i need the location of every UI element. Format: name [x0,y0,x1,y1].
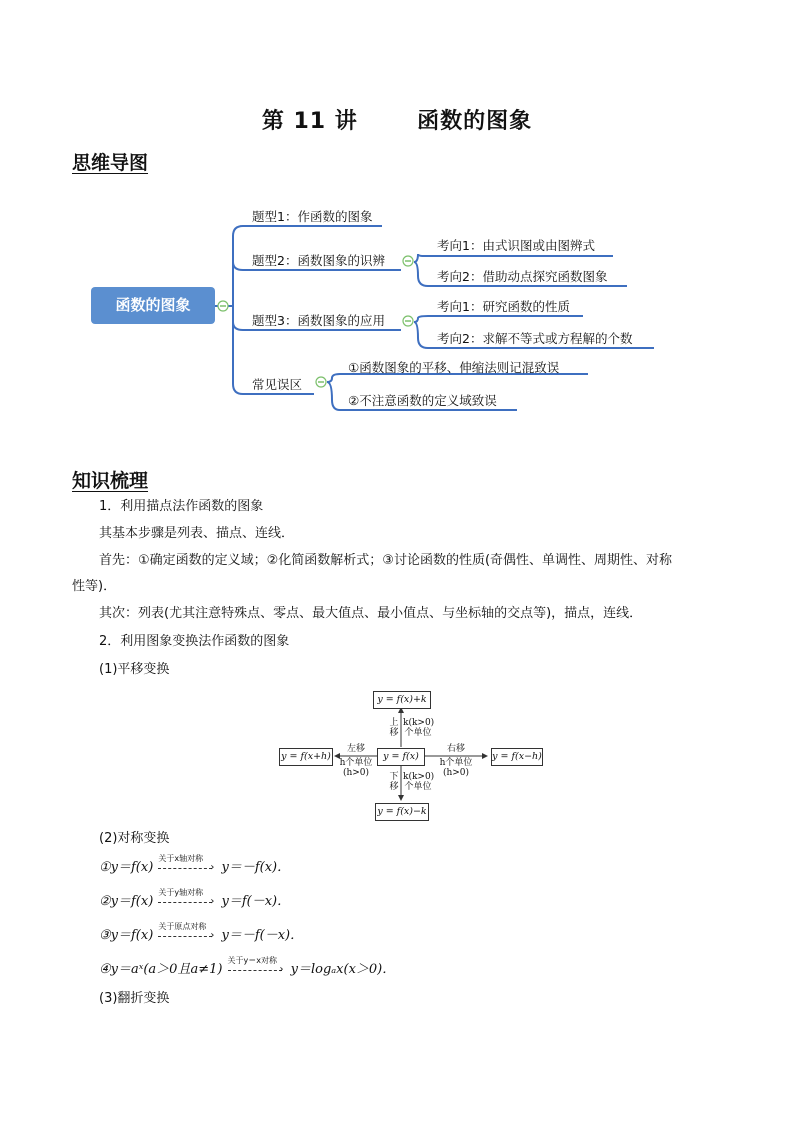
subheading-symmetry: (2)对称变换 [99,831,170,846]
label-left-c: (h>0) [342,768,370,778]
mindmap-branch-2[interactable]: 题型2：函数图象的识辨 [252,253,385,268]
mindmap-branch-3[interactable]: 题型3：函数图象的应用 [252,313,385,328]
symmetry-4-arrow: 关于y＝x对称 › [227,955,284,975]
symmetry-rule-1 [99,853,291,882]
symmetry-3-label: 关于原点对称 [158,921,207,931]
symmetry-4-post: y＝logₐx(x＞0)． [290,962,396,977]
symmetry-2-pre: ②y＝f(x) [99,894,154,909]
symmetry-3-pre: ③y＝f(x) [99,928,154,943]
label-up-b: 移 [389,728,399,738]
symmetry-rule-4 [99,955,396,984]
subheading-translation: (1)平移变换 [99,662,170,677]
mindmap-leaf-4-1[interactable]: ①函数图象的平移、伸缩法则记混致误 [348,360,560,375]
section-heading-mindmap: 思维导图 [72,152,149,174]
symmetry-1-post: y＝－f(x)． [221,860,291,875]
box-center-function: y = f(x) [377,748,425,766]
box-shift-right: y = f(x−h) [491,748,543,766]
label-down-cond-b: 个单位 [404,782,432,792]
paragraph-first-b: 性等)． [72,579,117,594]
label-up-cond-a: k(k>0) [403,718,435,728]
mindmap-root[interactable]: 函数的图象 [91,287,215,324]
label-down-cond-a: k(k>0) [403,772,435,782]
label-down-b: 移 [389,782,399,792]
section-heading-knowledge: 知识梳理 [72,470,149,492]
box-shift-up: y = f(x)+k [373,691,431,709]
label-left-b: h个单位 [339,758,373,768]
mindmap-branch-1[interactable]: 题型1：作函数的图象 [252,209,373,224]
lecture-number: 第 11 讲 [261,109,358,134]
box-shift-down: y = f(x)−k [375,803,429,821]
lecture-topic: 函数的图象 [417,109,533,134]
label-up-a: 上 [389,718,399,728]
label-left-a: 左移 [346,744,365,754]
symmetry-1-pre: ①y＝f(x) [99,860,154,875]
symmetry-2-post: y＝f(－x)． [221,894,291,909]
symmetry-1-label: 关于x轴对称 [158,853,204,863]
symmetry-2-label: 关于y轴对称 [158,887,204,897]
paragraph-first-a: 首先：①确定函数的定义域；②化简函数解析式；③讨论函数的性质(奇偶性、单调性、周期性、对称 [99,553,673,568]
mindmap-leaf-4-2[interactable]: ②不注意函数的定义域致误 [348,393,497,408]
paragraph-second: 其次：列表(尤其注意特殊点、零点、最大值点、最小值点、与坐标轴的交点等)，描点，连线． [99,606,643,621]
mindmap-branch-4[interactable]: 常见误区 [252,377,303,392]
heading-plotting-method: 1．利用描点法作函数的图象 [99,499,264,514]
label-right-b: h个单位 [439,758,473,768]
mindmap-leaf-3-2[interactable]: 考向2：求解不等式或方程解的个数 [437,331,633,346]
symmetry-rule-2 [99,887,291,916]
label-down-a: 下 [389,772,399,782]
label-right-a: 右移 [446,744,465,754]
mindmap-leaf-2-1[interactable]: 考向1：由式识图或由图辨式 [437,238,595,253]
mindmap-leaf-3-1[interactable]: 考向1：研究函数的性质 [437,299,570,314]
heading-transform-method: 2．利用图象变换法作函数的图象 [99,634,290,649]
symmetry-4-label: 关于y＝x对称 [227,955,278,965]
symmetry-1-arrow: 关于x轴对称 › [158,853,215,873]
symmetry-rule-3 [99,921,304,950]
mindmap-leaf-2-2[interactable]: 考向2：借助动点探究函数图象 [437,269,608,284]
paragraph-steps: 其基本步骤是列表、描点、连线． [99,526,295,541]
box-shift-left: y = f(x+h) [279,748,333,766]
label-right-c: (h>0) [442,768,470,778]
symmetry-4-pre: ④y＝aˣ(a＞0且a≠1) [99,962,223,977]
symmetry-3-post: y＝－f(－x)． [221,928,304,943]
label-up-cond-b: 个单位 [404,728,432,738]
subheading-folding: (3)翻折变换 [99,991,170,1006]
symmetry-3-arrow: 关于原点对称 › [158,921,215,941]
symmetry-2-arrow: 关于y轴对称 › [158,887,215,907]
